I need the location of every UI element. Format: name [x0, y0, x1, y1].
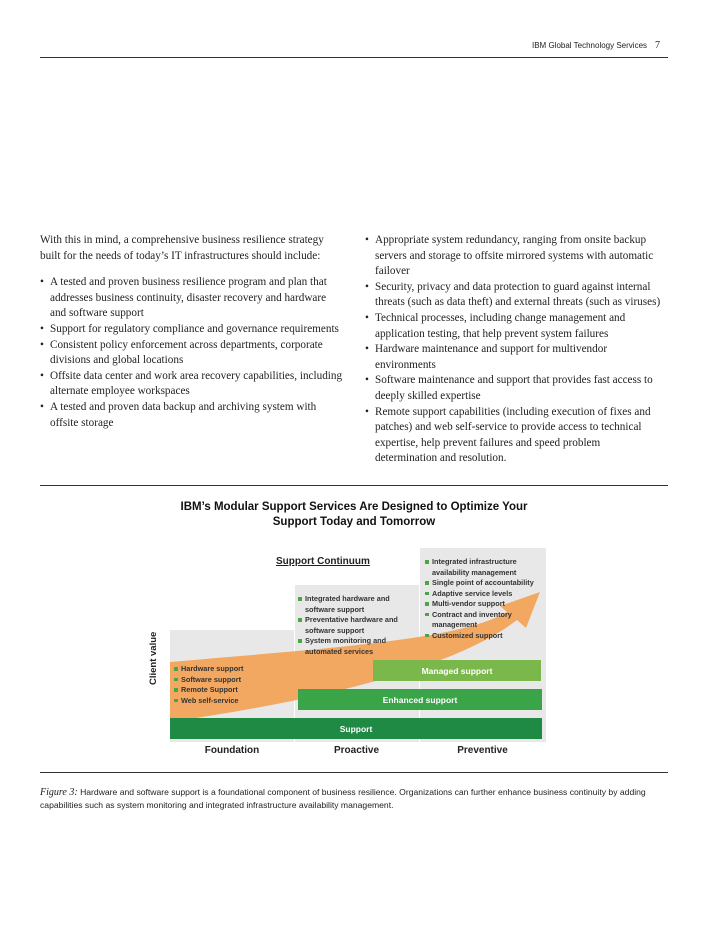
figure-title-line-1: IBM’s Modular Support Services Are Designed to Optimize Your: [180, 501, 528, 513]
list-item: • A tested and proven business resilience program and plan that addresses business continuity, disaster recovery and hardware and software support: [40, 275, 345, 322]
list-item: Integrated hardware and software support: [298, 594, 416, 615]
managed-support-label: Managed support: [421, 665, 493, 676]
support-bar: [170, 718, 542, 739]
list-item: • Technical processes, including change management and application testing, that help prevent system failures: [365, 311, 665, 342]
continuum-label: Support Continuum: [276, 556, 370, 567]
list-item: • Remote support capabilities (including execution of fixes and patches) and web self-service to provide access to technical expertise, help prevent failures and speed problem determination and resolution.: [365, 405, 665, 467]
list-item: Software support: [174, 675, 289, 686]
list-item: Contract and inventory management: [425, 610, 544, 631]
y-axis-label: Client value: [148, 631, 159, 685]
list-item: Remote Support: [174, 685, 289, 696]
stage-label-proactive: Proactive: [333, 745, 380, 756]
list-item: Hardware support: [174, 664, 289, 675]
stage-label-preventive: Preventive: [457, 745, 508, 756]
list-item: • Support for regulatory compliance and governance requirements: [40, 322, 345, 338]
list-item: Web self-service: [174, 696, 289, 707]
proactive-list: [298, 594, 416, 657]
list-item: • Security, privacy and data protection to guard against internal threats (such as data theft) and external threats (such as viruses): [365, 280, 665, 311]
list-item: • Offsite data center and work area recovery capabilities, including alternate employee workspaces: [40, 369, 345, 400]
list-item: • Consistent policy enforcement across departments, corporate divisions and global locations: [40, 338, 345, 369]
enhanced-support-bar: [298, 689, 542, 710]
figure-bottom-rule: [40, 772, 668, 773]
figure-title-line-2: Support Today and Tomorrow: [272, 516, 436, 528]
list-item: • Software maintenance and support that provides fast access to deeply skilled expertise: [365, 373, 665, 404]
intro-paragraph: With this in mind, a comprehensive business resilience strategy built for the needs of today’s IT infrastructures should include:: [40, 234, 324, 262]
enhanced-support-label: Enhanced support: [382, 694, 458, 705]
caption-text: Hardware and software support is a foundational component of business resilience. Organizations can further enhance business continuity by adding capabilities such as system monitoring and integrated infrastructure availability management.: [40, 787, 646, 811]
list-item: Preventative hardware and software support: [298, 615, 416, 636]
list-item: • A tested and proven data backup and archiving system with offsite storage: [40, 400, 345, 431]
foundation-list: [174, 664, 289, 706]
header-title: IBM Global Technology Services: [532, 41, 648, 50]
support-label: Support: [339, 723, 373, 734]
list-item: Integrated infrastructure availability management: [425, 557, 544, 578]
caption-label: Figure 3:: [40, 787, 78, 798]
list-item: • Appropriate system redundancy, ranging from onsite backup servers and storage to offsite mirrored systems with automatic failover: [365, 233, 665, 280]
figure-caption: [40, 786, 680, 812]
preventive-list: [425, 557, 544, 641]
list-item: Customized support: [425, 631, 544, 642]
managed-support-bar: [373, 660, 541, 681]
stage-label-foundation: Foundation: [204, 745, 260, 756]
list-item: Single point of accountability: [425, 578, 544, 589]
list-item: System monitoring and automated services: [298, 636, 416, 657]
page-number: 7: [655, 40, 661, 51]
list-item: • Hardware maintenance and support for multivendor environments: [365, 342, 665, 373]
list-item: Multi-vendor support: [425, 599, 544, 610]
list-item: Adaptive service levels: [425, 589, 544, 600]
